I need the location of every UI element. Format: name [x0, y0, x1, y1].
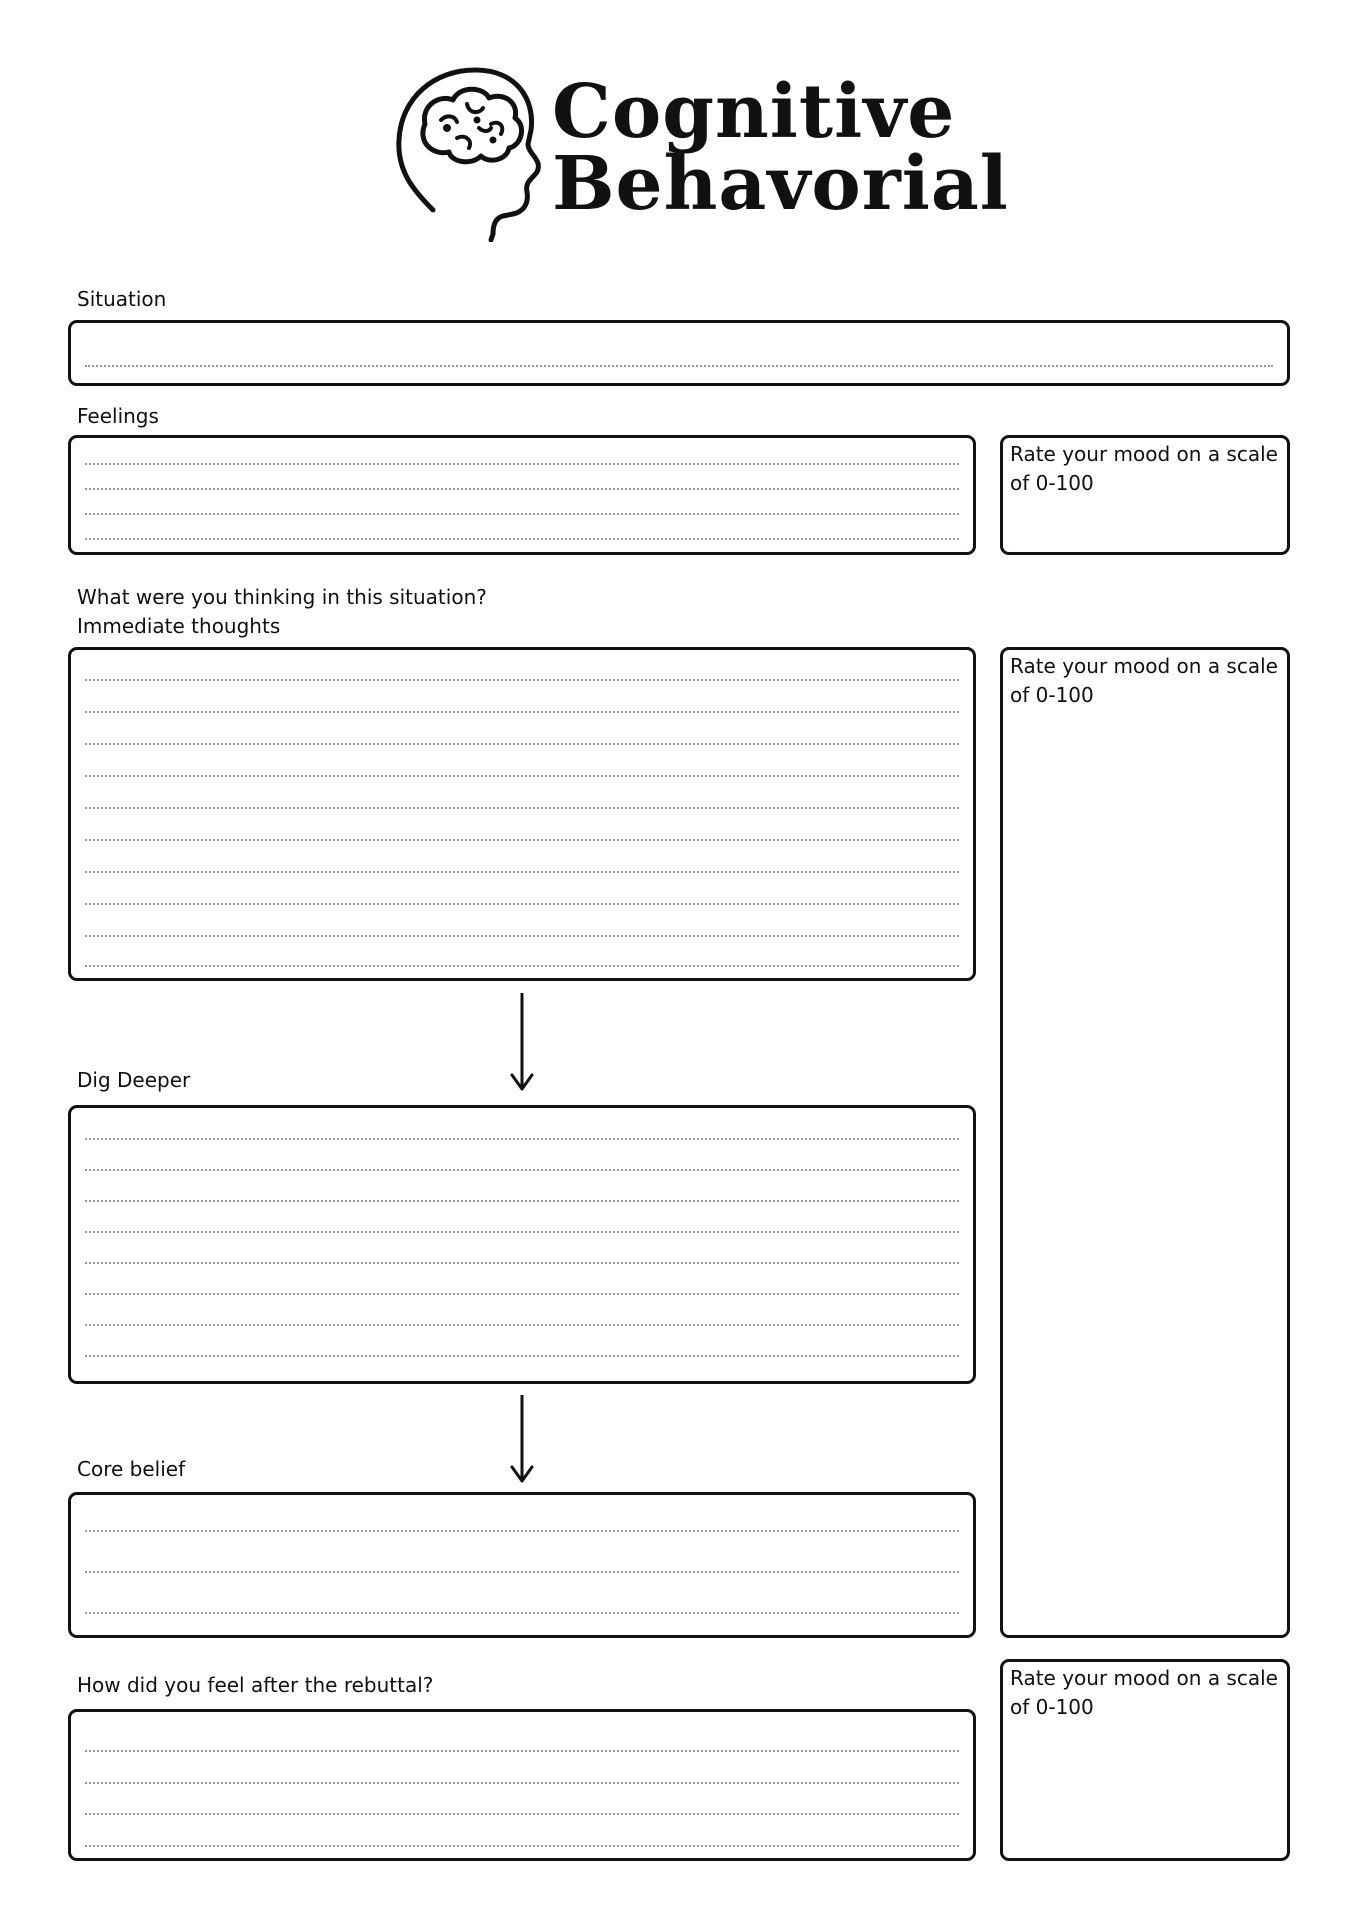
core-belief-field[interactable] — [68, 1492, 976, 1638]
writing-line — [85, 1138, 959, 1140]
writing-line — [85, 1530, 959, 1532]
page-title — [552, 69, 1009, 227]
mood-rating-prompt: Rate your mood on a scale of 0-100 — [1010, 654, 1278, 707]
writing-line — [85, 1231, 959, 1233]
writing-line — [85, 513, 959, 515]
mood-rating-prompt: Rate your mood on a scale of 0-100 — [1010, 1666, 1278, 1719]
situation-field[interactable] — [68, 320, 1290, 386]
dig-deeper-label: Dig Deeper — [77, 1068, 191, 1092]
writing-line — [85, 711, 959, 713]
writing-line — [85, 965, 959, 967]
writing-line — [85, 488, 959, 490]
mood-rating-box-rebuttal[interactable] — [1000, 1659, 1290, 1861]
writing-line — [85, 743, 959, 745]
writing-line — [85, 1169, 959, 1171]
feelings-field[interactable] — [68, 435, 976, 555]
writing-line — [85, 1355, 959, 1357]
writing-line — [85, 807, 959, 809]
mood-rating-box-thoughts[interactable] — [1000, 647, 1290, 1638]
thinking-question: What were you thinking in this situation? — [77, 585, 487, 609]
down-arrow-icon — [510, 1395, 534, 1485]
writing-line — [85, 1571, 959, 1573]
writing-line — [85, 1750, 959, 1752]
feelings-label: Feelings — [77, 404, 159, 428]
title-line-2: Behavorial — [552, 141, 1009, 227]
core-belief-label: Core belief — [77, 1457, 186, 1481]
rebuttal-field[interactable] — [68, 1709, 976, 1861]
writing-line — [85, 463, 959, 465]
writing-line — [85, 935, 959, 937]
mood-rating-box-feelings[interactable] — [1000, 435, 1290, 555]
writing-line — [85, 1813, 959, 1815]
writing-line — [85, 1200, 959, 1202]
writing-line — [85, 1324, 959, 1326]
writing-line — [85, 1293, 959, 1295]
rebuttal-label: How did you feel after the rebuttal? — [77, 1673, 434, 1697]
mood-rating-prompt: Rate your mood on a scale of 0-100 — [1010, 442, 1278, 495]
down-arrow-icon — [510, 993, 534, 1093]
writing-line — [85, 839, 959, 841]
writing-line — [85, 679, 959, 681]
immediate-thoughts-label: Immediate thoughts — [77, 614, 281, 638]
writing-line — [85, 1845, 959, 1847]
writing-line — [85, 538, 959, 540]
writing-line — [85, 1612, 959, 1614]
writing-line — [85, 365, 1273, 367]
writing-line — [85, 871, 959, 873]
dig-deeper-field[interactable] — [68, 1105, 976, 1384]
situation-label: Situation — [77, 287, 167, 311]
immediate-thoughts-field[interactable] — [68, 647, 976, 981]
writing-line — [85, 1262, 959, 1264]
head-brain-icon — [395, 62, 545, 242]
writing-line — [85, 1782, 959, 1784]
writing-line — [85, 775, 959, 777]
title-line-1: Cognitive — [552, 69, 956, 155]
writing-line — [85, 903, 959, 905]
